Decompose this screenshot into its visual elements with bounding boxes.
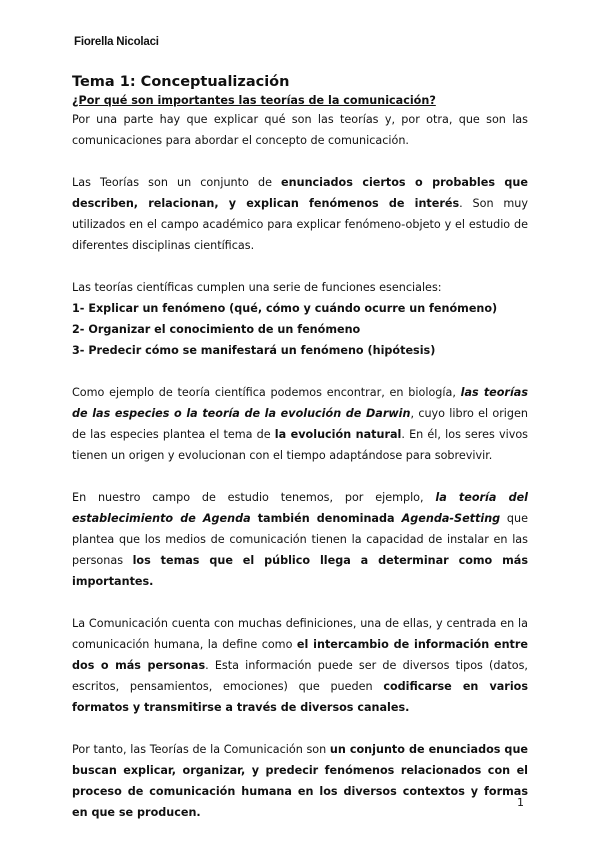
text-segment: En nuestro campo de estudio tenemos, por ejemplo, xyxy=(72,491,436,504)
list-item: 3- Predecir cómo se manifestará un fenómeno (hipótesis) xyxy=(72,344,436,357)
body-paragraphs xyxy=(72,382,528,823)
list-item: 1- Explicar un fenómeno (qué, cómo y cuándo ocurre un fenómeno) xyxy=(72,302,498,315)
page-content xyxy=(72,72,528,844)
text-segment: Por una parte hay que explicar qué son las teorías y, por otra, que son las comunicaciones para abordar el concepto de comunicación. xyxy=(72,113,528,147)
section-subtitle: ¿Por qué son importantes las teorías de la comunicación? xyxy=(72,94,436,107)
paragraph xyxy=(72,613,528,718)
emphasized-text: la teoría del establecimiento de Agenda xyxy=(72,491,528,525)
functions-list xyxy=(72,277,528,361)
paragraph xyxy=(72,109,528,151)
emphasized-text: codificarse en varios formatos y transmitirse a través de diversos canales. xyxy=(72,680,528,714)
paragraph xyxy=(72,739,528,823)
text-segment: Como ejemplo de teoría científica podemos encontrar, en biología, xyxy=(72,386,461,399)
emphasized-text: la evolución natural xyxy=(274,428,402,441)
emphasized-text: Agenda-Setting xyxy=(401,512,501,525)
emphasized-text: las teorías de las especies o la teoría de la evolución de Darwin xyxy=(72,386,528,420)
list-item: 2- Organizar el conocimiento de un fenómeno xyxy=(72,323,361,336)
text-segment: . Son muy utilizados en el campo académico para explicar fenómeno-objeto y el estudio de diferentes disciplinas científicas. xyxy=(72,197,528,252)
text-segment: , cuyo libro el origen de las especies plantea el tema de xyxy=(72,407,528,441)
text-segment: . En él, los seres vivos tienen un origen y evolucionan con el tiempo adaptándose para sobrevivir. xyxy=(72,428,529,462)
emphasized-text: el intercambio de información entre dos o más personas xyxy=(72,638,528,672)
emphasized-text: los temas que el público llega a determinar como más importantes. xyxy=(72,554,528,588)
text-segment: La Comunicación cuenta con muchas definiciones, una de ellas, y centrada en la comunicación humana, la define como xyxy=(72,617,528,651)
paragraph xyxy=(72,172,528,256)
list-intro: Las teorías científicas cumplen una serie de funciones esenciales: xyxy=(72,281,442,294)
page-title: Tema 1: Conceptualización xyxy=(72,74,290,90)
paragraph xyxy=(72,487,528,592)
text-segment: Por tanto, las Teorías de la Comunicación son xyxy=(72,743,330,756)
text-segment: . Esta información puede ser de diversos tipos (datos, escritos, pensamientos, emociones) que pueden xyxy=(72,659,528,693)
intro-paragraphs xyxy=(72,109,528,256)
page-number: 1 xyxy=(517,796,524,809)
emphasized-text: también denominada xyxy=(250,512,402,525)
paragraph xyxy=(72,382,528,466)
emphasized-text: un conjunto de enunciados que buscan explicar, organizar, y predecir fenómenos relacionados con el proceso de comunicación humana en los diversos contextos y formas en que se producen. xyxy=(72,743,528,819)
document-author: Fiorella Nicolaci xyxy=(74,36,159,48)
emphasized-text: enunciados ciertos o probables que describen, relacionan, y explican fenómenos de interés xyxy=(72,176,528,210)
text-segment: que plantea que los medios de comunicación tienen la capacidad de instalar en las personas xyxy=(72,512,528,567)
text-segment: Las Teorías son un conjunto de xyxy=(72,176,282,189)
